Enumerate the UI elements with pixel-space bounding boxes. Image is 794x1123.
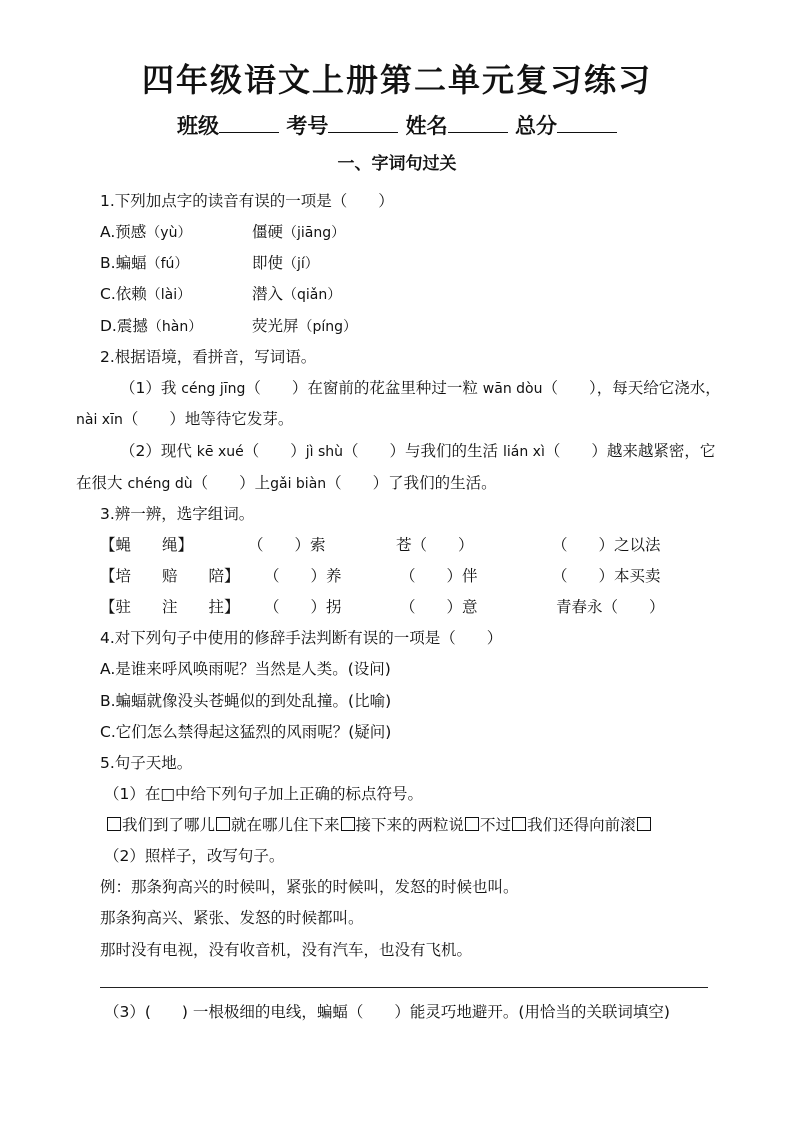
q2-stem: 2.根据语境，看拼音，写词语。 bbox=[100, 348, 317, 366]
student-info-line bbox=[0, 110, 794, 141]
option-pinyin: （lài） bbox=[146, 287, 192, 303]
q4-option-b: B.蝙蝠就像没头苍蝇似的到处乱撞。(比喻) bbox=[100, 692, 392, 710]
text-run: 在很大 bbox=[76, 474, 128, 492]
punctuation-sentence bbox=[106, 813, 652, 837]
q1-option-c bbox=[100, 282, 191, 307]
option-pinyin: （píng） bbox=[298, 319, 358, 335]
q5-task-sentence: 那时没有电视，没有收音机，没有汽车，也没有飞机。 bbox=[100, 941, 473, 959]
q5-stem: 5.句子天地。 bbox=[100, 754, 193, 772]
q1-option-b-second bbox=[252, 251, 319, 276]
number-label: 考号 bbox=[286, 114, 329, 138]
answer-line[interactable] bbox=[100, 987, 708, 988]
pinyin: nài xīn bbox=[76, 412, 123, 428]
q1-option-d bbox=[100, 314, 202, 339]
punctuation-box[interactable] bbox=[637, 817, 651, 831]
option-pinyin: （jiāng） bbox=[283, 225, 346, 241]
punctuation-box[interactable] bbox=[107, 817, 121, 831]
q4-stem: 4.对下列句子中使用的修辞手法判断有误的一项是（ ） bbox=[100, 629, 503, 647]
option-word: 荧光屏 bbox=[252, 317, 299, 335]
q1-option-a-second bbox=[252, 220, 345, 245]
option-word: 预感 bbox=[115, 223, 147, 241]
text-run: 我们还得向前滚 bbox=[527, 816, 636, 834]
q1-option-d-second bbox=[252, 314, 357, 339]
q2-part2-line2 bbox=[76, 471, 497, 496]
option-word: 即使 bbox=[252, 254, 284, 272]
q3-row1-group: 【蝇 绳】 bbox=[100, 536, 194, 554]
punctuation-box[interactable] bbox=[216, 817, 230, 831]
text-run: （ ）与我们的生活 bbox=[343, 442, 503, 460]
option-letter: D. bbox=[100, 317, 117, 335]
q2-part1-line2 bbox=[76, 407, 293, 432]
text-run: （ ）上 bbox=[192, 474, 271, 492]
class-blank[interactable] bbox=[219, 110, 279, 133]
pinyin: céng jīng bbox=[181, 381, 246, 397]
score-blank[interactable] bbox=[557, 110, 617, 133]
q2-part2-line1 bbox=[120, 439, 715, 464]
option-letter: A. bbox=[100, 223, 116, 241]
q4-option-a: A.是谁来呼风唤雨呢？当然是人类。(设问) bbox=[100, 660, 391, 678]
q5-sub1: （1）在□中给下列句子加上正确的标点符号。 bbox=[104, 785, 424, 803]
text-run: （ ），每天给它浇水， bbox=[542, 379, 721, 397]
option-word: 震撼 bbox=[116, 317, 148, 335]
pinyin: chéng dù bbox=[127, 476, 193, 492]
q3-stem: 3.辨一辨，选字组词。 bbox=[100, 505, 255, 523]
option-pinyin: （hàn） bbox=[147, 319, 203, 335]
pinyin: jì shù bbox=[305, 444, 344, 460]
q5-sub3: （3）( ) 一根极细的电线，蝙蝠（ ）能灵巧地避开。(用恰当的关联词填空) bbox=[104, 1003, 670, 1021]
text-run: 不过 bbox=[480, 816, 512, 834]
pinyin: lián xì bbox=[502, 444, 545, 460]
q3-row3-blank2: （ ）意 bbox=[400, 598, 478, 616]
text-run: （ ） bbox=[243, 442, 306, 460]
class-label: 班级 bbox=[177, 114, 220, 138]
option-word: 僵硬 bbox=[252, 223, 284, 241]
pinyin: wān dòu bbox=[482, 381, 543, 397]
name-blank[interactable] bbox=[448, 110, 508, 133]
q1-stem: 1.下列加点字的读音有误的一项是（ ） bbox=[100, 192, 394, 210]
punctuation-box[interactable] bbox=[465, 817, 479, 831]
number-blank[interactable] bbox=[328, 110, 398, 133]
pinyin: gǎi biàn bbox=[270, 476, 327, 492]
option-pinyin: （jí） bbox=[283, 256, 319, 272]
q3-row2-blank1: （ ）养 bbox=[264, 567, 342, 585]
q3-row1-blank2: 苍（ ） bbox=[396, 536, 474, 554]
text-run: （ ）越来越紧密，它 bbox=[544, 442, 716, 460]
option-pinyin: （fú） bbox=[146, 256, 189, 272]
q3-row1-blank3: （ ）之以法 bbox=[552, 536, 661, 554]
pinyin: kē xué bbox=[196, 444, 244, 460]
option-word: 蝙蝠 bbox=[115, 254, 147, 272]
name-label: 姓名 bbox=[405, 114, 448, 138]
text-run: （ ）在窗前的花盆里种过一粒 bbox=[245, 379, 483, 397]
q3-row1-blank1: （ ）索 bbox=[248, 536, 326, 554]
q3-row3-blank1: （ ）拐 bbox=[264, 598, 342, 616]
option-letter: B. bbox=[100, 254, 116, 272]
text-run: 我们到了哪儿 bbox=[122, 816, 216, 834]
option-pinyin: （qiǎn） bbox=[283, 287, 342, 303]
q3-row3-blank3: 青春永（ ） bbox=[556, 598, 665, 616]
option-pinyin: （yù） bbox=[146, 225, 192, 241]
q3-row2-group: 【培 赔 陪】 bbox=[100, 567, 240, 585]
q4-option-c: C.它们怎么禁得起这猛烈的风雨呢？(疑问) bbox=[100, 723, 392, 741]
section-heading: 一、字词句过关 bbox=[337, 154, 457, 174]
q2-part1-line1 bbox=[120, 376, 721, 401]
text-run: （2）现代 bbox=[120, 442, 197, 460]
text-run: （ ）了我们的生活。 bbox=[326, 474, 497, 492]
q5-example: 例：那条狗高兴的时候叫，紧张的时候叫，发怒的时候也叫。 bbox=[100, 878, 519, 896]
q5-sub2: （2）照样子，改写句子。 bbox=[104, 847, 285, 865]
punctuation-box[interactable] bbox=[512, 817, 526, 831]
q3-row2-blank3: （ ）本买卖 bbox=[552, 567, 661, 585]
q1-option-b bbox=[100, 251, 188, 276]
option-letter: C. bbox=[100, 285, 116, 303]
q3-row3-group: 【驻 注 拄】 bbox=[100, 598, 240, 616]
text-run: （1）我 bbox=[120, 379, 182, 397]
q3-row2-blank2: （ ）伴 bbox=[400, 567, 478, 585]
q5-example-answer: 那条狗高兴、紧张、发怒的时候都叫。 bbox=[100, 909, 364, 927]
option-word: 依赖 bbox=[115, 285, 147, 303]
page-title: 四年级语文上册第二单元复习练习 bbox=[141, 61, 652, 99]
text-run: （ ）地等待它发芽。 bbox=[122, 410, 294, 428]
score-label: 总分 bbox=[514, 114, 557, 138]
option-word: 潜入 bbox=[252, 285, 284, 303]
q1-option-c-second bbox=[252, 282, 341, 307]
punctuation-box[interactable] bbox=[341, 817, 355, 831]
q1-option-a bbox=[100, 220, 191, 245]
text-run: 就在哪儿住下来 bbox=[231, 816, 340, 834]
text-run: 接下来的两粒说 bbox=[355, 816, 465, 834]
